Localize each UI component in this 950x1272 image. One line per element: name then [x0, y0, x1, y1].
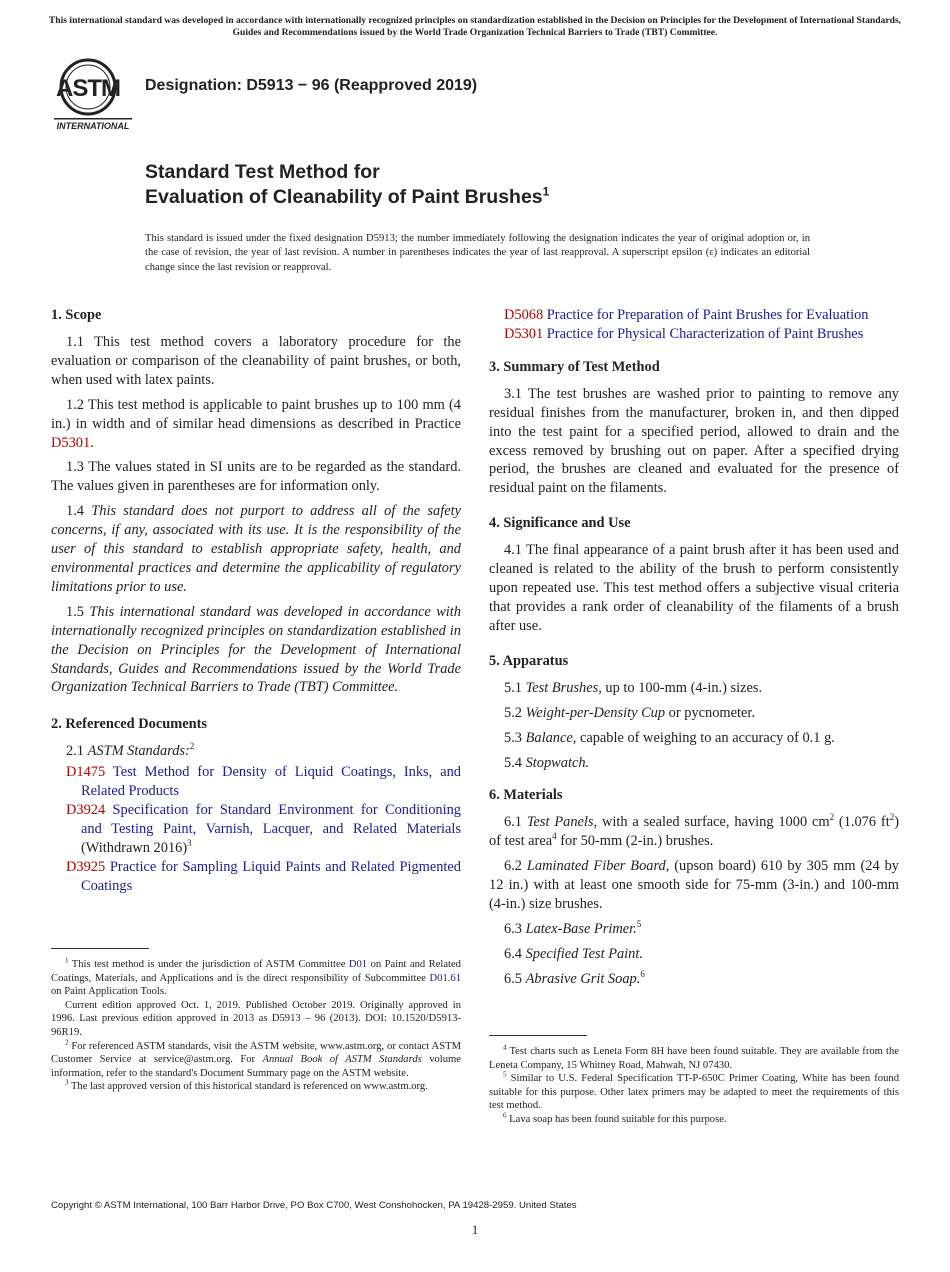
apparatus-term: Stopwatch. [525, 754, 590, 771]
scope-1-4-text: This standard does not purport to address all of the safety concerns, if any, associated with its use. It is the responsibility of the user of this standard to establish appropriate safety, health, and environmental practices and determine the applicability of regulatory limitations prior to use. [51, 503, 461, 595]
scope-1-5-num: 1.5 [66, 603, 90, 620]
title-line-1: Standard Test Method for [145, 161, 380, 183]
ref-title-link[interactable]: Test Method for Density of Liquid Coatings, Inks, and Related Products [81, 764, 462, 800]
issued-note: This standard is issued under the fixed designation D5913; the number immediately following the designation indicates the year of original adoption or, in the case of revision, the year of last revision. A number in parentheses indicates the year of last reapproval. A superscript epsilon (ε) indicates an editorial change since the last revision or reapproval. [145, 233, 810, 273]
footnotes-right [489, 1045, 899, 1127]
refs-sub [66, 742, 461, 761]
m64-num: 6.4 [504, 945, 526, 962]
ref-title-link[interactable]: Specification for Standard Environment for Conditioning and Testing Paint, Varnish, Lacquer, and Related Materials [81, 802, 461, 837]
scope-1-5-text: This international standard was developed in accordance with internationally recognized principles on standardization established in the Decision on Principles for the Development of International Standards, Guides and Recommendations issued by the World Trade Organization Technical Barriers to Trade (TBT) Committee. [51, 603, 461, 696]
refs-sub-text: ASTM Standards: [87, 743, 190, 760]
m63-sup: 5 [636, 919, 642, 930]
apparatus-num: 5.4 [504, 754, 526, 771]
refs-sub-sup: 2 [189, 741, 195, 752]
fn1-text-a: This test method is under the jurisdiction of ASTM Committee [68, 959, 349, 970]
apparatus-rest: or pycnometer. [665, 704, 755, 721]
ref-extra: (Withdrawn 2016) [81, 839, 188, 856]
copyright: Copyright © ASTM International, 100 Barr Harbor Drive, PO Box C700, West Conshohocken, PA 19428-2959. United States [51, 1200, 577, 1211]
apparatus-num: 5.1 [504, 679, 526, 696]
m64-term: Specified Test Paint. [525, 945, 643, 962]
fn6-text: Lava soap has been found suitable for this purpose. [506, 1113, 727, 1125]
ref-code-link[interactable]: D5068 [504, 307, 544, 323]
astm-logo [50, 55, 136, 135]
ref-title-link[interactable]: Practice for Sampling Liquid Paints and Related Pigmented Coatings [81, 858, 461, 894]
footnote-4 [489, 1045, 899, 1072]
materials-6-4 [489, 945, 899, 964]
m63-term: Latex-Base Primer. [525, 920, 637, 937]
m62-term: Laminated Fiber Board, [526, 858, 670, 875]
ref-title-link[interactable]: Practice for Preparation of Paint Brushes for Evaluation [546, 307, 869, 323]
summary-3-1: 3.1 The test brushes are washed prior to painting to remove any residual finishes from the manufacturer, broken in, and then dipped into the test paint for a specified period, allowed to drain and the excess removed by brushing out on paper. After a specified drying period, the brushes are cleaned and evaluated for the presence of residual paint on the filaments. [489, 385, 899, 497]
logo-letters: ASTM [56, 75, 120, 102]
m65-sup: 6 [640, 968, 645, 979]
logo-subtitle: INTERNATIONAL [56, 121, 130, 131]
scope-1-5 [51, 603, 461, 698]
fn6-sup: 6 [503, 1111, 507, 1120]
apparatus-term: Weight-per-Density Cup [525, 704, 666, 721]
m61-b: (1.076 ft [834, 814, 890, 831]
astm-logo-mark [50, 55, 136, 135]
title-line-2-text: Evaluation of Cleanability of Paint Brushes [145, 186, 543, 208]
fn2-text-a: For referenced ASTM standards, visit the ASTM website, www.astm.org, or contact ASTM Customer Service at service@astm.org. For [51, 1040, 461, 1066]
m61-a: with a sealed surface, having 1000 cm [597, 814, 830, 831]
footnote-1 [51, 958, 461, 999]
ref-code-link[interactable]: D5301 [504, 325, 544, 342]
link-d5301[interactable]: D5301 [51, 434, 91, 451]
m61-d: for 50-mm (2-in.) brushes. [556, 833, 714, 850]
m61-term: Test Panels, [526, 814, 598, 831]
m65-num: 6.5 [504, 970, 526, 987]
apparatus-rest: capable of weighing to an accuracy of 0.1 g. [576, 729, 835, 746]
footnote-rule-right [489, 1035, 587, 1036]
apparatus-num: 5.3 [504, 729, 526, 746]
left-column [51, 306, 461, 896]
ref-item [489, 325, 899, 344]
fn4-sup: 4 [503, 1043, 507, 1052]
scope-1-2 [51, 396, 461, 453]
fn3-text: The last approved version of this historical standard is referenced on www.astm.org. [68, 1081, 428, 1093]
m61-sup2: 2 [889, 812, 895, 823]
ref-code-link[interactable]: D3924 [66, 802, 106, 819]
fn4-text: Test charts such as Leneta Form 8H have been found suitable. They are available from the Leneta Company, 15 Whitney Road, Mahwah, NJ 07430. [489, 1046, 899, 1071]
title-footnote-ref: 1 [542, 184, 550, 199]
apparatus-term: Balance, [525, 729, 577, 746]
m61-num: 6.1 [504, 814, 527, 831]
footnote-1-edition: Current edition approved Oct. 1, 2019. Published October 2019. Originally approved in 1996. Last previous edition approved in 2013 as D5913 – 96 (2013). DOI: 10.1520/D5913-96R19. [51, 999, 461, 1038]
document-title [145, 160, 549, 210]
ref-item [489, 306, 899, 325]
ref-code-link[interactable]: D3925 [66, 858, 106, 875]
ref-sup: 3 [187, 838, 192, 849]
ref-title-link[interactable]: Practice for Physical Characterization of Paint Brushes [546, 325, 864, 342]
fn2-sup: 2 [65, 1038, 69, 1047]
m61-sup3: 4 [552, 831, 557, 842]
designation: Designation: D5913 − 96 (Reapproved 2019) [145, 77, 478, 94]
m61-c: ) of test area [489, 814, 899, 850]
fn1-text-c: on Paint Application Tools. [51, 986, 167, 998]
summary-heading: 3. Summary of Test Method [489, 358, 660, 375]
link-d01[interactable]: D01 [348, 959, 368, 970]
scope-1-2-end: . [90, 434, 94, 451]
refs-heading: 2. Referenced Documents [51, 716, 207, 733]
scope-1-4-num: 1.4 [66, 503, 92, 520]
fn2-text-b: volume information, refer to the standard's Document Summary page on the ASTM website. [51, 1054, 461, 1079]
m63-num: 6.3 [504, 920, 526, 937]
footnote-3 [51, 1080, 461, 1094]
m62-rest: (upson board) 610 by 305 mm (24 by 12 in.) with at least one smooth side for 75-mm (3-in.) and 100-mm (4-in.) size brushes. [489, 858, 899, 913]
fn5-text: Similar to U.S. Federal Specification TT-P-650C Primer Coating, White has been found suitable for this purpose. Other latex primers may be adapted to meet the requirements of this test method. [489, 1073, 899, 1112]
ref-item [51, 801, 461, 858]
footnote-2 [51, 1040, 461, 1081]
apparatus-term: Test Brushes, [525, 679, 602, 696]
footnote-5 [489, 1072, 899, 1113]
fn1-sup: 1 [65, 956, 69, 965]
fn2-italic: Annual Book of ASTM Standards [262, 1054, 422, 1066]
title-line-2 [145, 185, 549, 210]
materials-6-5 [489, 970, 899, 989]
ref-item [51, 858, 461, 896]
fn1-text-b: on Paint and Related Coatings, Materials, and Applications and is the direct responsibility of Subcommittee [51, 959, 461, 984]
materials-heading: 6. Materials [489, 787, 563, 804]
materials-6-2 [489, 857, 899, 914]
top-notice: This international standard was developed in accordance with internationally recognized principles on standardization established in the Decision on Principles for the Development of International Standards, Guides and Recommendations issued by the World Trade Organization Technical Barriers to Trade (TBT) Committee. [48, 15, 902, 38]
scope-heading: 1. Scope [51, 307, 102, 323]
scope-1-3: 1.3 The values stated in SI units are to be regarded as the standard. The values given in parentheses are for information only. [51, 459, 461, 495]
ref-code-link[interactable]: D1475 [66, 764, 106, 781]
apparatus-heading: 5. Apparatus [489, 652, 569, 669]
ref-item [51, 763, 461, 801]
apparatus-rest: up to 100-mm (4-in.) sizes. [601, 679, 763, 696]
m61-sup1: 2 [829, 812, 835, 823]
m65-term: Abrasive Grit Soap. [525, 970, 641, 987]
significance-heading: 4. Significance and Use [489, 515, 631, 532]
fn5-sup: 5 [503, 1070, 507, 1079]
page-number: 1 [471, 1223, 479, 1237]
apparatus-item [504, 704, 899, 723]
right-column [489, 306, 899, 995]
materials-6-3 [489, 920, 899, 939]
scope-1-4 [51, 502, 461, 597]
apparatus-item [504, 729, 899, 748]
materials-6-1 [489, 813, 899, 851]
m62-num: 6.2 [504, 858, 527, 875]
apparatus-item [504, 679, 899, 698]
apparatus-item [504, 754, 899, 773]
significance-4-1: 4.1 The final appearance of a paint brush after it has been used and cleaned is related to the ability of the brush to perform consistently upon repeated use. This test method offers a subjective visual criteria that provides a rank order of cleanability of the filaments of a brush after use. [489, 542, 899, 634]
apparatus-num: 5.2 [504, 704, 526, 721]
footnote-6 [489, 1113, 899, 1127]
scope-1-1: 1.1 This test method covers a laboratory procedure for the evaluation or comparison of the cleanability of paint brushes, or both, when used with latex paints. [51, 334, 461, 388]
refs-sub-num: 2.1 [66, 743, 88, 760]
footnotes-left [51, 958, 461, 1094]
link-d01-61[interactable]: D01.61 [429, 972, 461, 984]
scope-1-2-text: 1.2 This test method is applicable to paint brushes up to 100 mm (4 in.) in width and of similar head dimensions as described in Practice [51, 396, 461, 432]
footnote-rule-left [51, 948, 149, 949]
fn3-sup: 3 [65, 1078, 69, 1087]
